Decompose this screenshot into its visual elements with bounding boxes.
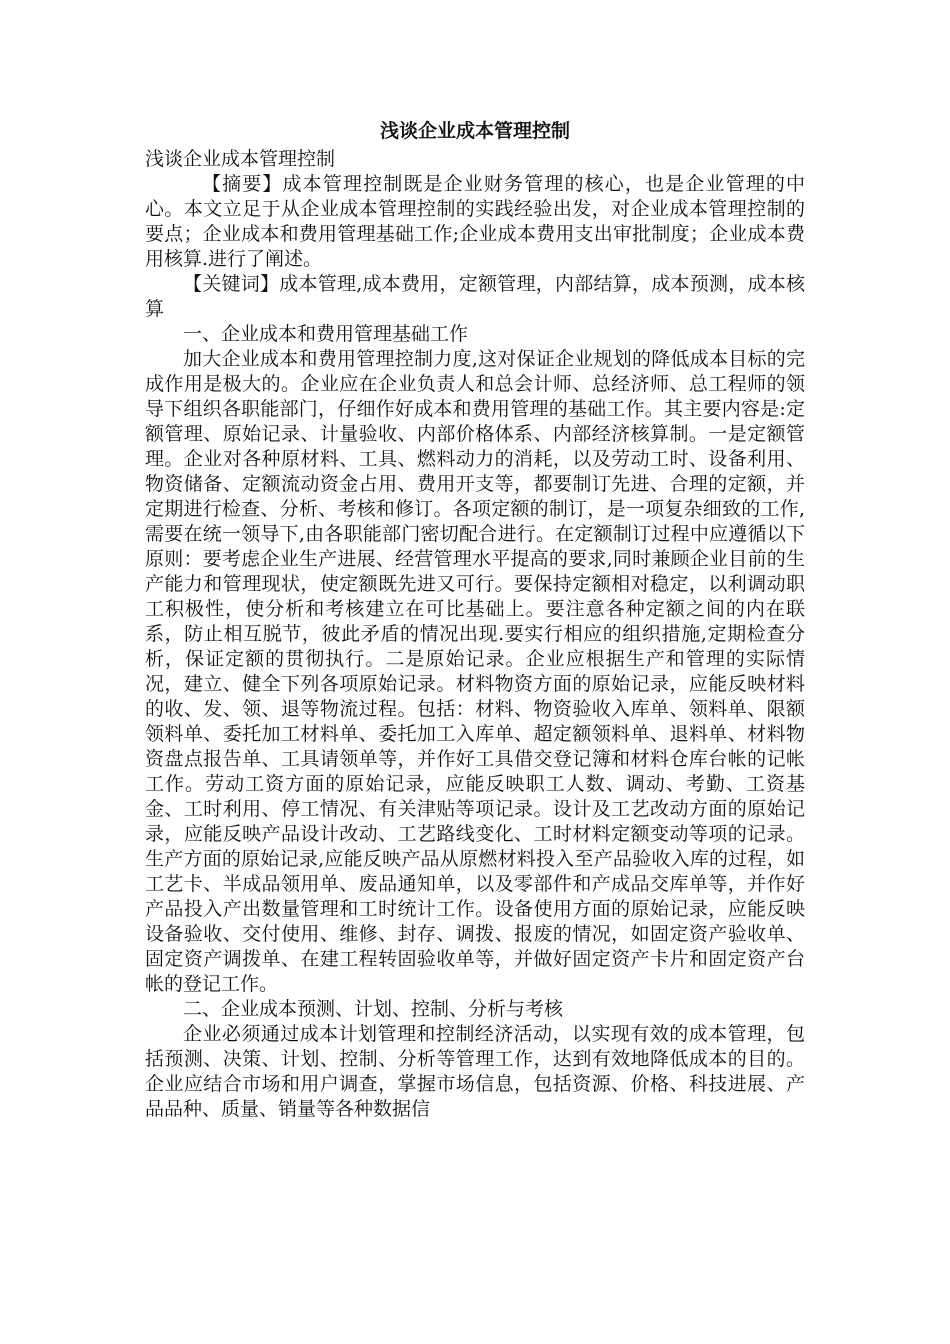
document-page [145, 118, 805, 1122]
section-heading-2: 二、企业成本预测、计划、控制、分析与考核 [183, 998, 564, 1020]
abstract-paragraph: 【摘要】成本管理控制既是企业财务管理的核心，也是企业管理的中心。本文立足于从企业成本管理控制的实践经验出发，对企业成本管理控制的要点；企业成本和费用管理基础工作;企业成本费用支出审批制度；企业成本费用核算.进行了阐述。 [145, 173, 805, 270]
section-body-1: 加大企业成本和费用管理控制力度,这对保证企业规划的降低成本目标的完成作用是极大的。企业应在企业负责人和总会计师、总经济师、总工程师的领导下组织各职能部门，仔细作好成本和费用管理的基础工作。其主要内容是:定额管理、原始记录、计量验收、内部价格体系、内部经济核算制。一是定额管理。企业对各种原材料、工具、燃料动力的消耗，以及劳动工时、设备利用、物资储备、定额流动资金占用、费用开支等，都要制订先进、合理的定额，并定期进行检查、分析、考核和修订。各项定额的制订，是一项复杂细致的工作,需要在统一领导下,由各职能部门密切配合进行。在定额制订过程中应遵循以下原则：要考虑企业生产进展、经营管理水平提高的要求,同时兼顾企业目前的生产能力和管理现状，使定额既先进又可行。要保持定额相对稳定，以利调动职工积极性，使分析和考核建立在可比基础上。要注意各种定额之间的内在联系，防止相互脱节，彼此矛盾的情况出现.要实行相应的组织措施,定期检查分析，保证定额的贯彻执行。二是原始记录。企业应根据生产和管理的实际情况，建立、健全下列各项原始记录。材料物资方面的原始记录，应能反映材料的收、发、领、退等物流过程。包括：材料、物资验收入库单、领料单、限额领料单、委托加工材料单、委托加工入库单、超定额领料单、退料单、材料物资盘点报告单、工具请领单等，并作好工具借交登记簿和材料仓库台帐的记帐工作。劳动工资方面的原始记录，应能反映职工人数、调动、考勤、工资基金、工时利用、停工情况、有关津贴等项记录。设计及工艺改动方面的原始记录，应能反映产品设计改动、工艺路线变化、工时材料定额变动等项的记录。生产方面的原始记录,应能反映产品从原燃材料投入至产品验收入库的过程，如工艺卡、半成品领用单、废品通知单，以及零部件和产成品交库单等，并作好产品投入产出数量管理和工时统计工作。设备使用方面的原始记录，应能反映设备验收、交付使用、维修、封存、调拨、报废的情况，如固定资产验收单、固定资产调拨单、在建工程转固验收单等，并做好固定资产卡片和固定资产台帐的登记工作。 [145, 348, 805, 995]
document-title: 浅谈企业成本管理控制 [379, 120, 570, 142]
section-heading-1: 一、企业成本和费用管理基础工作 [183, 323, 469, 345]
section-body-2: 企业必须通过成本计划管理和控制经济活动，以实现有效的成本管理，包括预测、决策、计划、控制、分析等管理工作，达到有效地降低成本的目的。企业应结合市场和用户调查，掌握市场信息，包括资源、价格、科技进展、产品品种、质量、销量等各种数据信 [145, 1023, 805, 1120]
keywords-paragraph: 【关键词】成本管理,成本费用，定额管理，内部结算，成本预测，成本核算 [145, 273, 805, 320]
document-subtitle: 浅谈企业成本管理控制 [145, 148, 336, 170]
